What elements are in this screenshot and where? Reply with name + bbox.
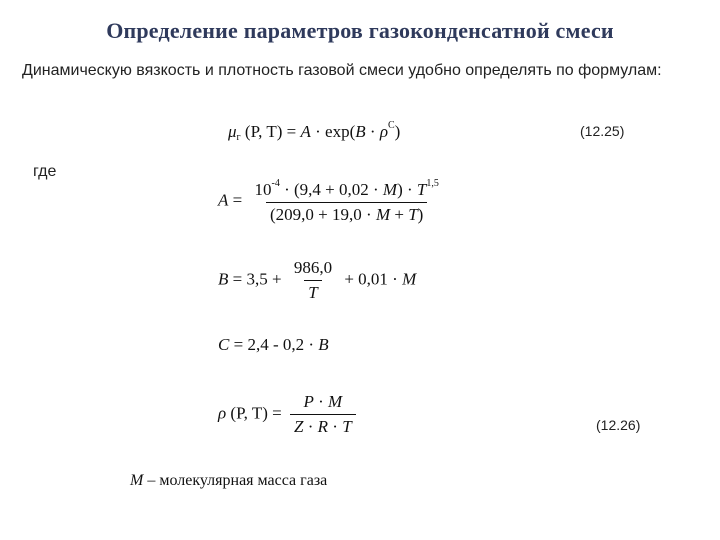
rho-num-P: P xyxy=(303,392,314,411)
B-M: M xyxy=(402,269,417,289)
rho-den-dot1: · xyxy=(303,417,318,436)
mu-rhs-C: C xyxy=(387,120,395,131)
A-num-M: M xyxy=(382,180,398,199)
A-num-T-exp: 1,5 xyxy=(426,178,439,189)
A-num-exp: -4 xyxy=(271,178,280,189)
where-label: где xyxy=(33,163,57,180)
A-numerator xyxy=(250,178,442,202)
rho-denominator xyxy=(290,414,356,437)
A-denominator xyxy=(266,202,427,225)
A-fraction xyxy=(250,178,442,225)
A-num-prefix: 10 xyxy=(254,180,272,199)
page-title: Определение параметров газоконденсатной смеси xyxy=(106,18,614,43)
mu-rhs-B: B xyxy=(355,122,366,141)
equals-sign: = xyxy=(232,190,247,210)
footnote xyxy=(130,472,327,490)
B-fraction xyxy=(290,258,336,303)
rho-fraction xyxy=(290,392,356,437)
A-den-plus: + xyxy=(390,205,409,224)
formula-A xyxy=(218,178,447,225)
rho-den-T: T xyxy=(342,417,352,436)
A-den-M: M xyxy=(375,205,391,224)
A-num-close: ) · xyxy=(397,180,417,199)
formula-density xyxy=(218,392,360,437)
C-lhs: C xyxy=(218,335,230,354)
B-lhs: B xyxy=(218,269,229,289)
equals-sign: = xyxy=(233,335,248,354)
mu-args: (P, T) xyxy=(244,122,283,141)
A-num-T: T xyxy=(416,180,427,199)
formula-C xyxy=(218,335,329,355)
intro-text: Динамическую вязкость и плотность газовой смеси удобно определять по формулам: xyxy=(22,62,662,79)
A-den-close: ) xyxy=(417,205,424,224)
equation-number-1: (12.25) xyxy=(580,123,625,139)
B-denominator: T xyxy=(304,280,321,303)
rho-den-R: R xyxy=(317,417,329,436)
mu-rhs-rho: ρ xyxy=(379,122,388,141)
C-part1: 2,4 - 0,2 · xyxy=(247,335,319,354)
A-den-T: T xyxy=(408,205,418,224)
footnote-symbol: M xyxy=(130,472,144,489)
rho-den-dot2: · xyxy=(328,417,343,436)
A-num-mid: · (9,4 + 0,02 · xyxy=(279,180,383,199)
mu-rhs-close: ) xyxy=(394,122,401,141)
A-lhs: A xyxy=(218,190,229,210)
mu-symbol: μ xyxy=(228,122,237,141)
mu-rhs-dot: · xyxy=(365,122,380,141)
rho-den-Z: Z xyxy=(294,417,304,436)
equals-sign: = xyxy=(232,269,247,289)
footnote-text: – молекулярная масса газа xyxy=(143,472,328,489)
mu-rhs-exp: · exp( xyxy=(310,122,356,141)
B-numerator: 986,0 xyxy=(293,258,333,277)
C-B: B xyxy=(318,335,329,354)
mu-rhs-A: A xyxy=(300,122,311,141)
rho-num-dot: · xyxy=(313,392,329,411)
rho-num-M: M xyxy=(328,392,343,411)
formula-B xyxy=(218,258,416,303)
rho-symbol: ρ xyxy=(218,403,227,423)
equals-sign: = xyxy=(272,403,286,423)
A-den-prefix: (209,0 + 19,0 · xyxy=(270,205,376,224)
B-part2: + 0,01 · xyxy=(344,269,403,289)
mu-subscript: г xyxy=(236,132,241,143)
equation-number-2: (12.26) xyxy=(596,417,641,433)
rho-args: (P, T) xyxy=(230,403,268,423)
rho-numerator xyxy=(299,392,346,414)
formula-viscosity xyxy=(228,120,400,143)
B-part1: 3,5 + xyxy=(246,269,286,289)
equals-sign: = xyxy=(286,122,301,141)
